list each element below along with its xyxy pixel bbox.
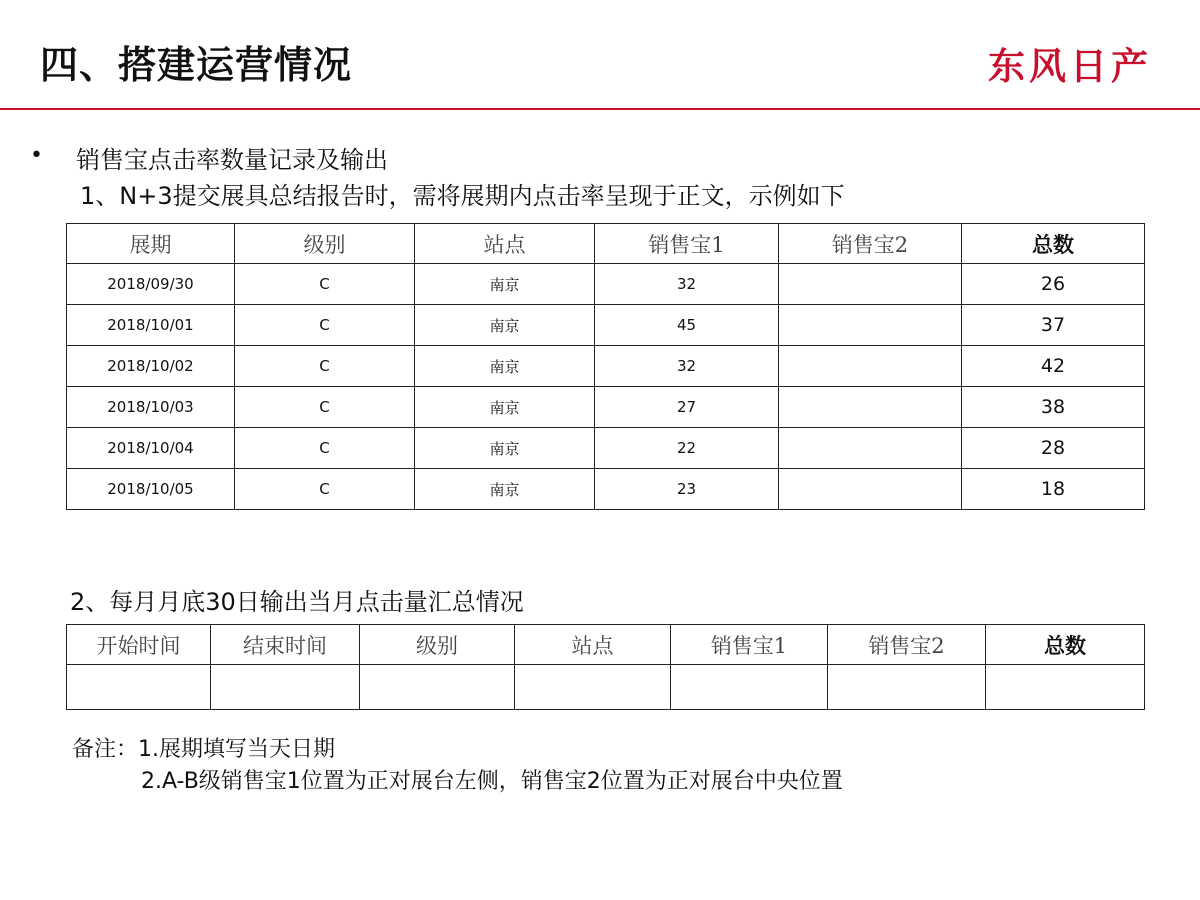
cell-kiosk-2 <box>828 665 986 710</box>
brand-logo: 东风日产 <box>988 45 1152 88</box>
cell-site: 南京 <box>415 346 595 387</box>
header-cell-site: 站点 <box>515 625 671 665</box>
table-row <box>67 387 1145 428</box>
cell-kiosk-2 <box>779 469 962 510</box>
cell-kiosk-2 <box>779 264 962 305</box>
table-row <box>67 305 1145 346</box>
header-cell-sales-kiosk-2: 销售宝2 <box>779 224 962 264</box>
cell-total: 18 <box>962 469 1145 510</box>
cell-period: 2018/10/03 <box>67 387 235 428</box>
cell-start-time <box>67 665 211 710</box>
header-cell-start-time: 开始时间 <box>67 625 211 665</box>
cell-kiosk-2 <box>779 305 962 346</box>
item-2-description: 2、每月月底30日输出当月点击量汇总情况 <box>70 588 524 616</box>
cell-period: 2018/10/01 <box>67 305 235 346</box>
table-row <box>67 665 1145 710</box>
table-header-row <box>67 224 1145 264</box>
table-row <box>67 428 1145 469</box>
bullet-icon: • <box>30 143 43 168</box>
cell-kiosk-1: 32 <box>595 264 779 305</box>
header-cell-sales-kiosk-1: 销售宝1 <box>671 625 828 665</box>
cell-period: 2018/10/05 <box>67 469 235 510</box>
cell-kiosk-1 <box>671 665 828 710</box>
table-row <box>67 469 1145 510</box>
header-cell-total: 总数 <box>962 224 1145 264</box>
cell-kiosk-1: 22 <box>595 428 779 469</box>
header-cell-period: 展期 <box>67 224 235 264</box>
section-heading: 销售宝点击率数量记录及输出 <box>76 146 388 174</box>
note-line-1: 备注：1.展期填写当天日期 <box>72 737 335 762</box>
cell-end-time <box>211 665 360 710</box>
cell-period: 2018/10/02 <box>67 346 235 387</box>
cell-kiosk-1: 27 <box>595 387 779 428</box>
cell-level: C <box>235 346 415 387</box>
cell-level: C <box>235 264 415 305</box>
table-header-row <box>67 625 1145 665</box>
cell-site <box>515 665 671 710</box>
cell-level: C <box>235 469 415 510</box>
cell-kiosk-2 <box>779 346 962 387</box>
monthly-summary-table <box>66 624 1145 710</box>
cell-total <box>986 665 1145 710</box>
cell-level <box>360 665 515 710</box>
header-cell-sales-kiosk-1: 销售宝1 <box>595 224 779 264</box>
cell-total: 42 <box>962 346 1145 387</box>
header-cell-level: 级别 <box>360 625 515 665</box>
cell-level: C <box>235 387 415 428</box>
cell-level: C <box>235 428 415 469</box>
cell-kiosk-2 <box>779 387 962 428</box>
cell-level: C <box>235 305 415 346</box>
header-cell-level: 级别 <box>235 224 415 264</box>
header-cell-end-time: 结束时间 <box>211 625 360 665</box>
cell-kiosk-1: 45 <box>595 305 779 346</box>
cell-kiosk-1: 32 <box>595 346 779 387</box>
cell-total: 38 <box>962 387 1145 428</box>
header-cell-total: 总数 <box>986 625 1145 665</box>
header-cell-sales-kiosk-2: 销售宝2 <box>828 625 986 665</box>
cell-kiosk-2 <box>779 428 962 469</box>
cell-total: 26 <box>962 264 1145 305</box>
cell-period: 2018/09/30 <box>67 264 235 305</box>
header-cell-site: 站点 <box>415 224 595 264</box>
daily-clicks-table <box>66 223 1145 510</box>
cell-site: 南京 <box>415 469 595 510</box>
cell-period: 2018/10/04 <box>67 428 235 469</box>
cell-total: 37 <box>962 305 1145 346</box>
cell-total: 28 <box>962 428 1145 469</box>
item-1-description: 1、N+3提交展具总结报告时，需将展期内点击率呈现于正文，示例如下 <box>80 182 845 210</box>
table-row <box>67 264 1145 305</box>
header-divider <box>0 108 1200 110</box>
note-line-2: 2.A-B级销售宝1位置为正对展台左侧，销售宝2位置为正对展台中央位置 <box>141 769 843 794</box>
cell-site: 南京 <box>415 305 595 346</box>
table-row <box>67 346 1145 387</box>
cell-kiosk-1: 23 <box>595 469 779 510</box>
cell-site: 南京 <box>415 428 595 469</box>
cell-site: 南京 <box>415 387 595 428</box>
cell-site: 南京 <box>415 264 595 305</box>
page-title: 四、搭建运营情况 <box>40 43 353 87</box>
